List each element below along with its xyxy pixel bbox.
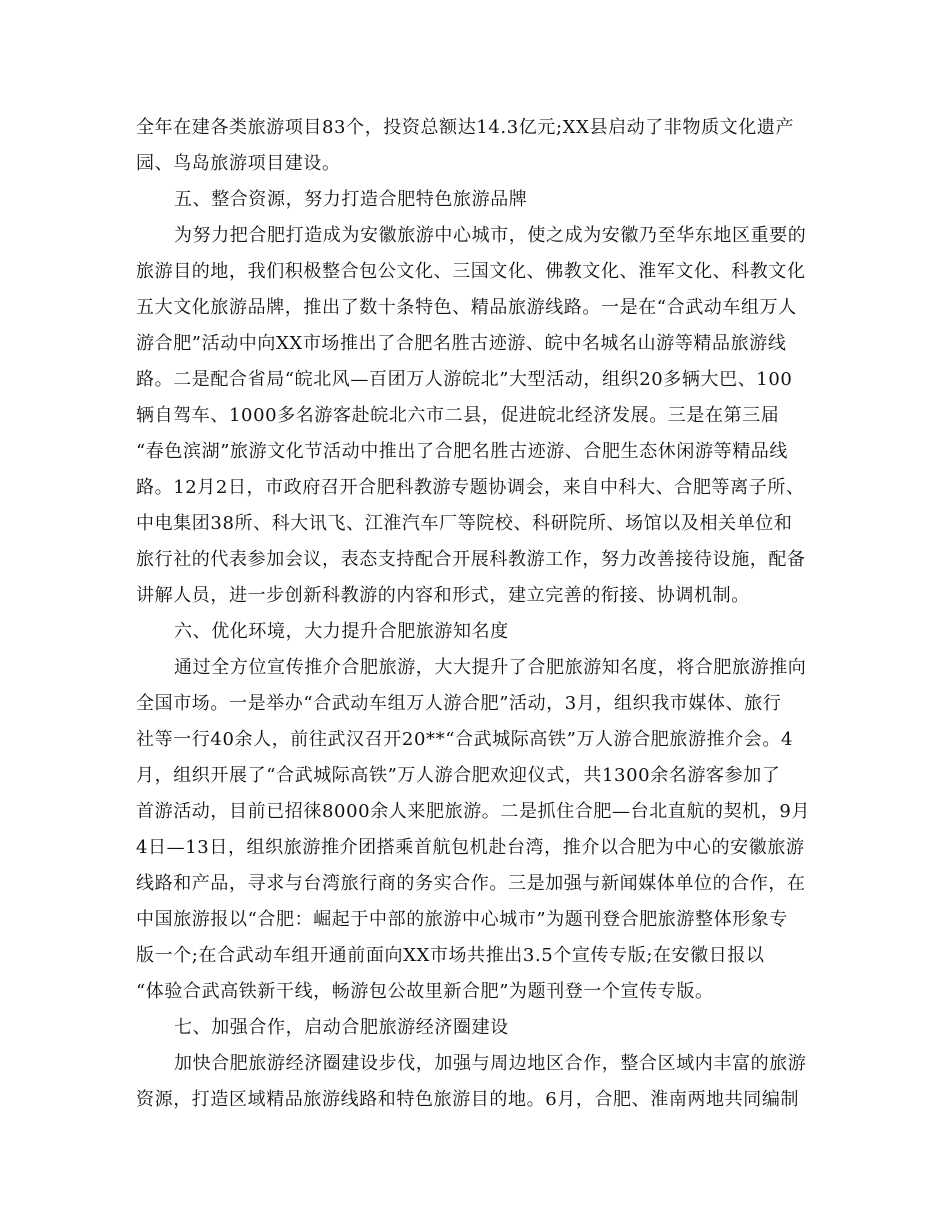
text-line: 五、整合资源，努力打造合肥特色旅游品牌 bbox=[174, 189, 528, 210]
text-line: 通过全方位宣传推介合肥旅游，大大提升了合肥旅游知名度，将合肥旅游推向 bbox=[174, 657, 807, 678]
text-line: “春色滨湖”旅游文化节活动中推出了合肥名胜古迹游、合肥生态休闲游等精品线 bbox=[136, 441, 789, 462]
text-line: 五大文化旅游品牌，推出了数十条特色、精品旅游线路。一是在“合武动车组万人 bbox=[136, 297, 797, 318]
text-line: 讲解人员，进一步创新科教游的内容和形式，建立完善的衔接、协调机制。 bbox=[136, 585, 750, 606]
text-line: 首游活动，目前已招徕8000余人来肥旅游。二是抓住合肥—台北直航的契机，9月 bbox=[136, 801, 811, 822]
text-line: 资源，打造区域精品旅游线路和特色旅游目的地。6月，合肥、淮南两地共同编制 bbox=[136, 1089, 800, 1110]
text-line: 游合肥”活动中向XX市场推出了合肥名胜古迹游、皖中名城名山游等精品旅游线 bbox=[136, 333, 787, 354]
text-line: 旅行社的代表参加会议，表态支持配合开展科教游工作，努力改善接待设施，配备 bbox=[136, 549, 806, 570]
text-line: 路。12月2日，市政府召开合肥科教游专题协调会，来自中科大、合肥等离子所、 bbox=[136, 477, 805, 498]
text-line: 中电集团38所、科大讯飞、江淮汽车厂等院校、科研院所、场馆以及相关单位和 bbox=[136, 513, 793, 534]
document-body bbox=[136, 110, 816, 1118]
text-line: 园、鸟岛旅游项目建设。 bbox=[136, 153, 341, 174]
text-line: 月，组织开展了“合武城际高铁”万人游合肥欢迎仪式，共1300余名游客参加了 bbox=[136, 765, 781, 786]
text-line: 全国市场。一是举办“合武动车组万人游合肥”活动，3月，组织我市媒体、旅行 bbox=[136, 693, 782, 714]
text-line: 路。二是配合省局“皖北风—百团万人游皖北”大型活动，组织20多辆大巴、100 bbox=[136, 369, 793, 390]
text-line: 版一个;在合武动车组开通前面向XX市场共推出3.5个宣传专版;在安徽日报以 bbox=[136, 945, 765, 966]
text-line: 中国旅游报以“合肥：崛起于中部的旅游中心城市”为题刊登合肥旅游整体形象专 bbox=[136, 909, 789, 930]
text-line: “体验合武高铁新干线，畅游包公故里新合肥”为题刊登一个宣传专版。 bbox=[136, 981, 714, 1002]
text-line: 为努力把合肥打造成为安徽旅游中心城市，使之成为安徽乃至华东地区重要的 bbox=[174, 225, 807, 246]
text-line: 社等一行40余人，前往武汉召开20**“合武城际高铁”万人游合肥旅游推介会。4 bbox=[136, 729, 794, 750]
text-line: 4日—13日，组织旅游推介团搭乘首航包机赴台湾，推介以合肥为中心的安徽旅游 bbox=[136, 837, 805, 858]
text-line: 加快合肥旅游经济圈建设步伐，加强与周边地区合作，整合区域内丰富的旅游 bbox=[174, 1053, 807, 1074]
text-line: 七、加强合作，启动合肥旅游经济圈建设 bbox=[174, 1017, 509, 1038]
text-line: 辆自驾车、1000多名游客赴皖北六市二县，促进皖北经济发展。三是在第三届 bbox=[136, 405, 780, 426]
text-line: 全年在建各类旅游项目83个，投资总额达14.3亿元;XX县启动了非物质文化遗产 bbox=[136, 117, 795, 138]
text-line: 六、优化环境，大力提升合肥旅游知名度 bbox=[174, 621, 509, 642]
text-line: 旅游目的地，我们积极整合包公文化、三国文化、佛教文化、淮军文化、科教文化 bbox=[136, 261, 806, 282]
text-line: 线路和产品，寻求与台湾旅行商的务实合作。三是加强与新闻媒体单位的合作，在 bbox=[136, 873, 806, 894]
